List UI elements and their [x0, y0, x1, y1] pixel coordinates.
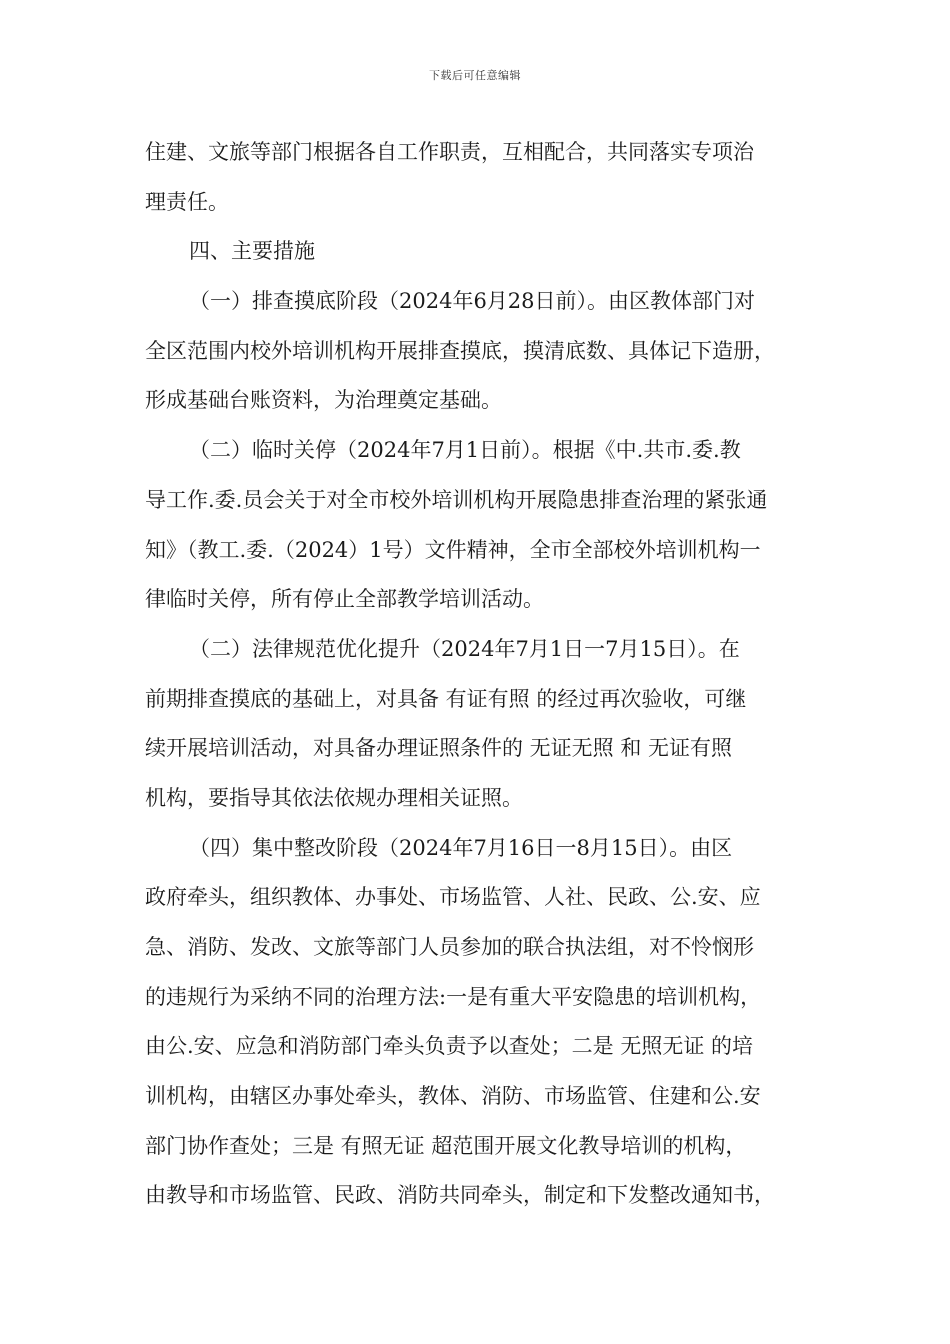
- body-line: 知》（教工.委.（2024）1号）文件精神，全市全部校外培训机构一: [145, 537, 761, 562]
- body-line: 的违规行为采纳不同的治理方法:一是有重大平安隐患的培训机构，: [145, 984, 762, 1009]
- body-line: 由公.安、应急和消防部门牵头负责予以查处；二是 无照无证 的培: [145, 1034, 754, 1059]
- body-line: 形成基础台账资料，为治理奠定基础。: [145, 388, 502, 413]
- body-line: 住建、文旅等部门根据各自工作职责，互相配合，共同落实专项治: [145, 140, 754, 164]
- document-body: [145, 128, 815, 1221]
- body-line: 全区范围内校外培训机构开展排查摸底，摸清底数、具体记下造册，: [145, 338, 775, 363]
- page-header: 下载后可任意编辑: [429, 69, 521, 82]
- body-line: 理责任。: [145, 189, 229, 214]
- section-heading: 四、主要措施: [189, 239, 315, 264]
- body-line: 导工作.委.员会关于对全市校外培训机构开展隐患排查治理的紧张通: [145, 487, 768, 512]
- body-line: 部门协作查处；三是 有照无证 超范围开展文化教导培训的机构，: [145, 1133, 747, 1158]
- paragraph-start: （二）临时关停（2024年7月1日前）。根据《中.共市.委.教: [189, 438, 741, 463]
- body-line: 律临时关停，所有停止全部教学培训活动。: [145, 587, 544, 612]
- paragraph-start: （四）集中整改阶段（2024年7月16日一8月15日）。由区: [189, 835, 733, 860]
- paragraph-start: （一）排查摸底阶段（2024年6月28日前）。由区教体部门对: [189, 289, 756, 314]
- body-line: 政府牵头，组织教体、办事处、市场监管、人社、民政、公.安、应: [145, 885, 761, 910]
- body-line: 前期排查摸底的基础上，对具备 有证有照 的经过再次验收，可继: [145, 686, 747, 711]
- body-line: 由教导和市场监管、民政、消防共同牵头，制定和下发整改通知书，: [145, 1183, 775, 1208]
- body-line: 续开展培训活动，对具备办理证照条件的 无证无照 和 无证有照: [145, 736, 733, 761]
- body-line: 机构，要指导其依法依规办理相关证照。: [145, 785, 523, 810]
- paragraph-start: （二）法律规范优化提升（2024年7月1日一7月15日）。在: [189, 636, 740, 661]
- body-line: 训机构，由辖区办事处牵头，教体、消防、市场监管、住建和公.安: [145, 1084, 761, 1109]
- body-line: 急、消防、发改、文旅等部门人员参加的联合执法组，对不怜悯形: [145, 935, 754, 959]
